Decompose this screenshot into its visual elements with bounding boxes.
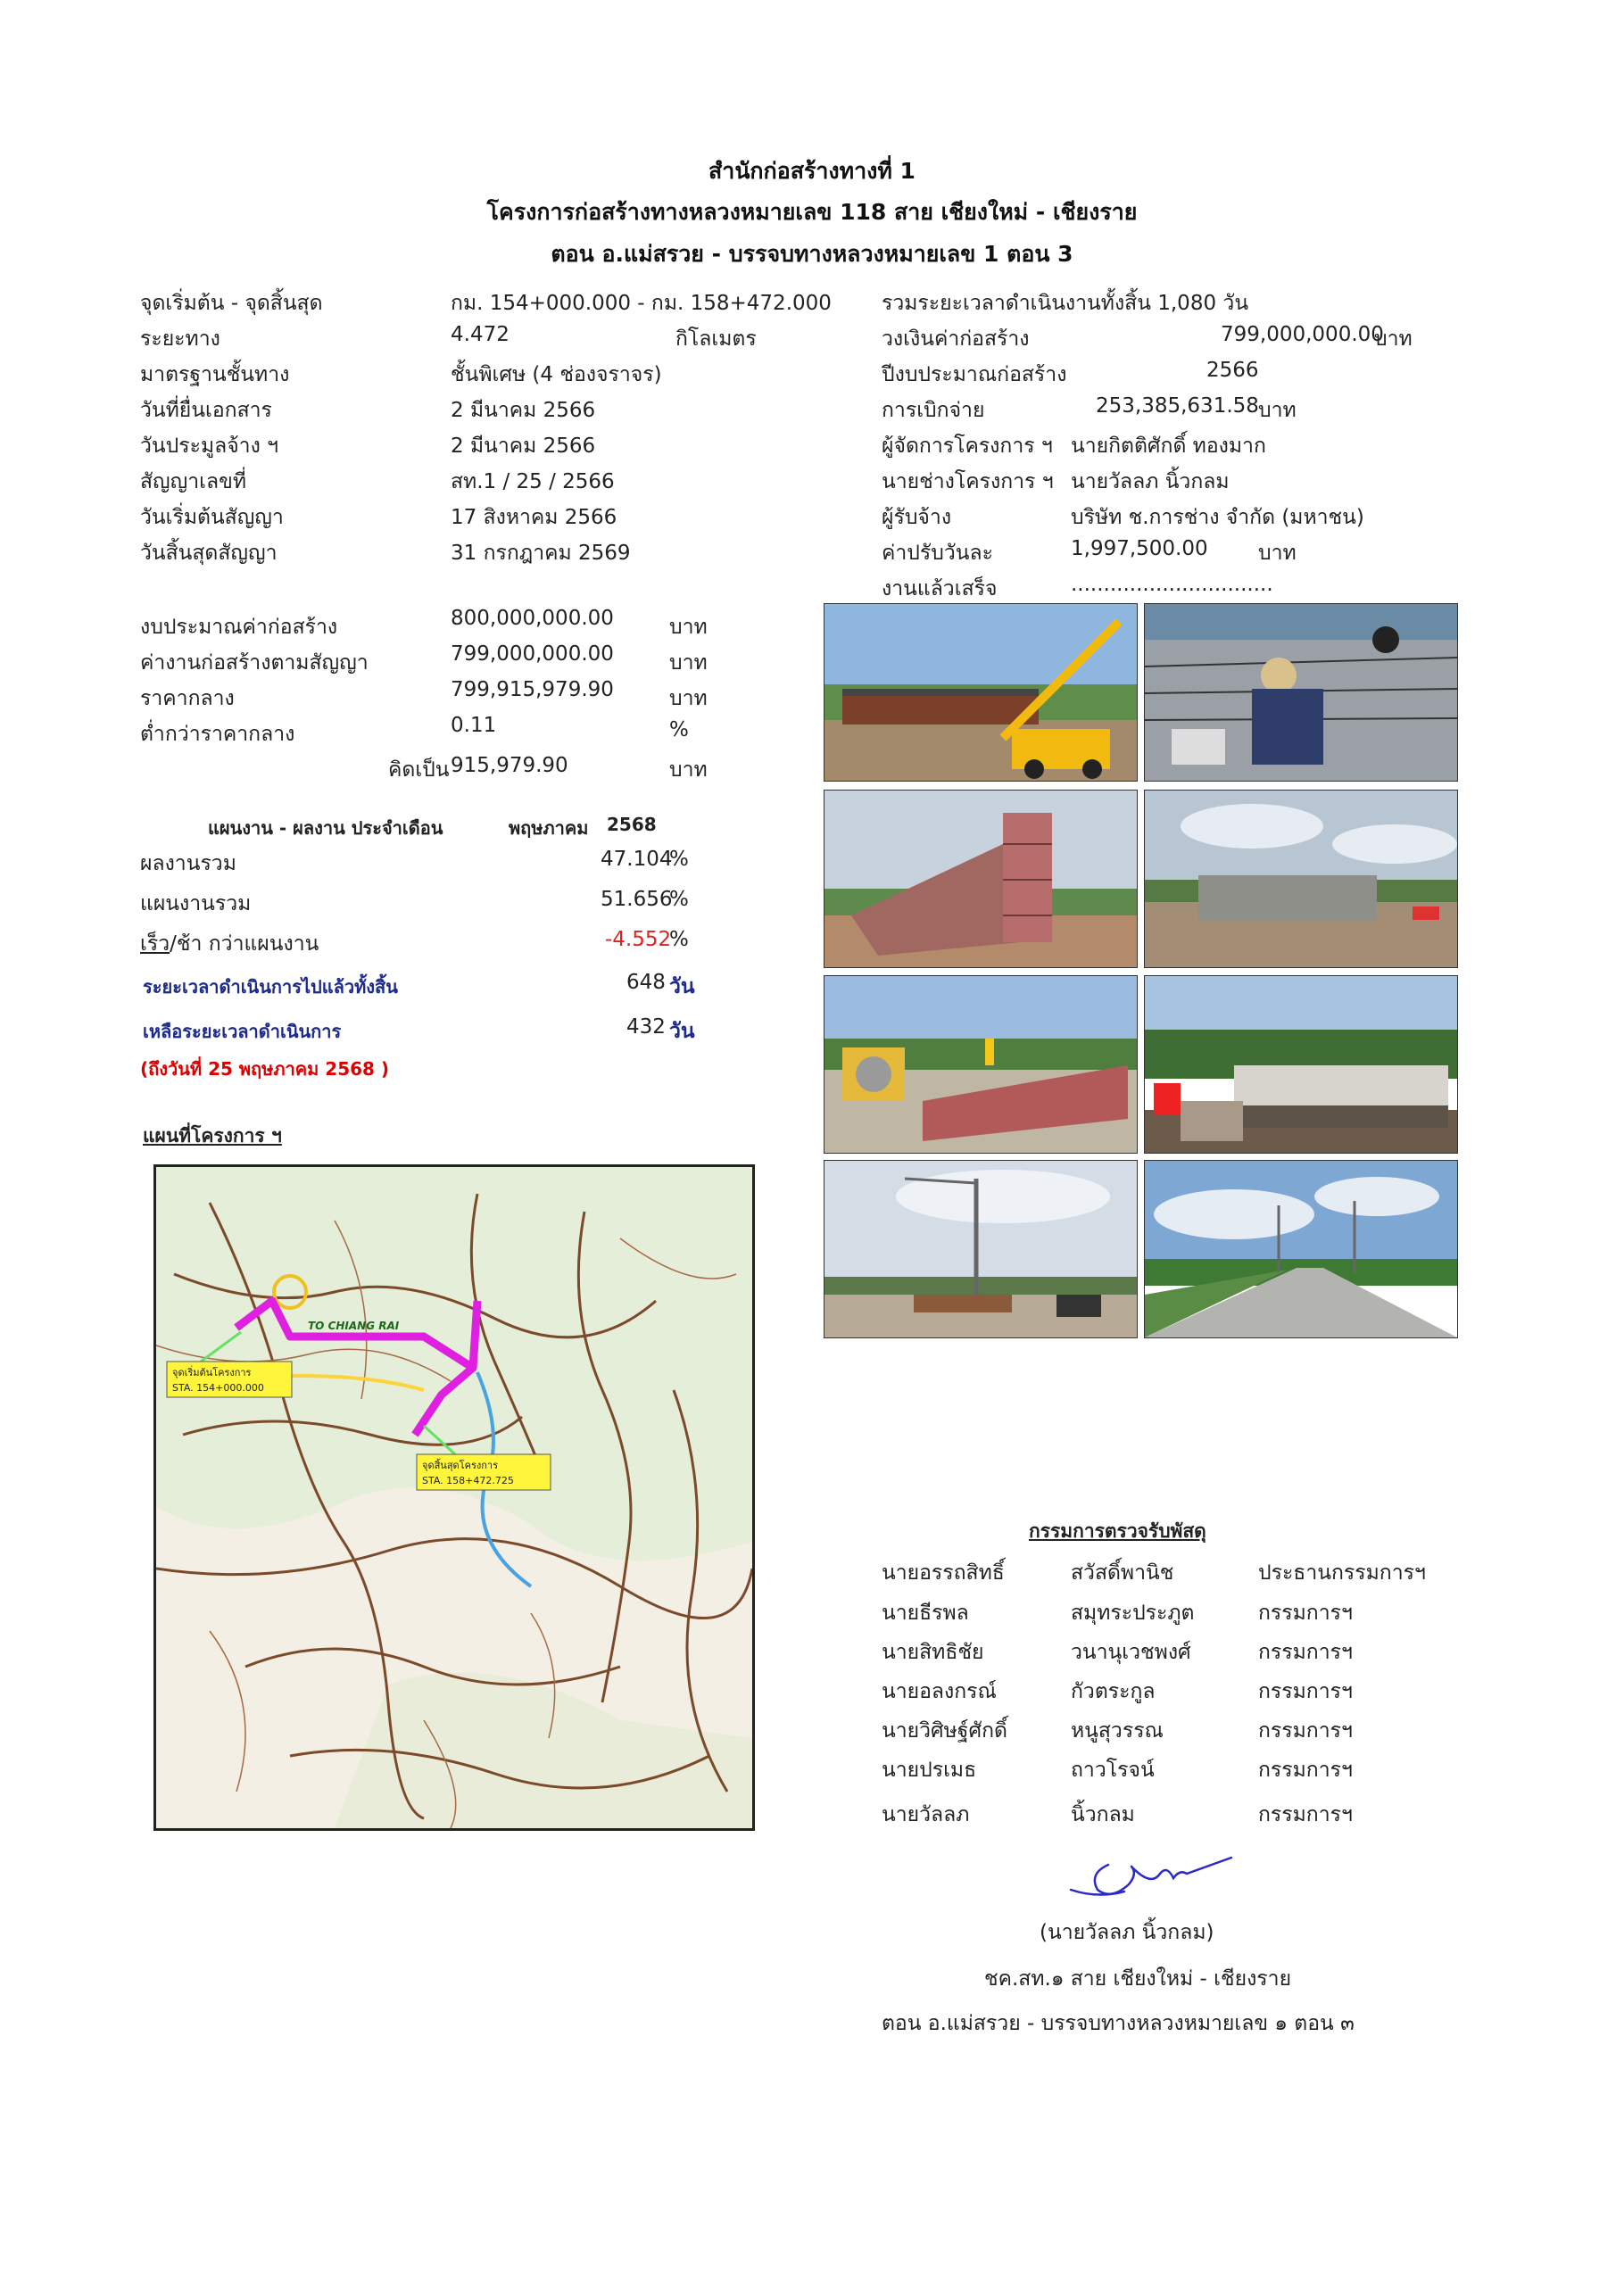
progress-label: ผลงานรวม (140, 852, 236, 875)
project-map (153, 1164, 755, 1831)
header-section: ตอน อ.แม่สรวย - บรรจบทางหลวงหมายเลข 1 ตอน 3 (551, 241, 1073, 267)
info-right-value: 2566 (1206, 359, 1259, 382)
photo-abutment-wall (1144, 790, 1458, 968)
photo-rebar-worker (1144, 603, 1458, 782)
map-start-sta: STA. 154+000.000 (172, 1382, 264, 1394)
member-last-name: วนานุเวชพงศ์ (1071, 1641, 1191, 1664)
signer-name: (นายวัลลภ นิ้วกลม) (1040, 1921, 1214, 1944)
map-graphic (156, 1167, 752, 1828)
member-first-name: นายธีรพล (882, 1602, 969, 1625)
budget-value: 0.11 (451, 714, 497, 737)
info-right-label: ผู้จัดการโครงการ ฯ (882, 435, 1053, 458)
info-right-label: ผู้รับจ้าง (882, 506, 952, 529)
info-left-label: ระยะทาง (140, 327, 220, 351)
budget-value: 799,000,000.00 (451, 642, 614, 666)
info-left-label: มาตรฐานชั้นทาง (140, 363, 290, 386)
as-of-date: (ถึงวันที่ 25 พฤษภาคม 2568 ) (140, 1058, 390, 1080)
budget-label: งบประมาณค่าก่อสร้าง (140, 616, 338, 639)
member-first-name: นายปรเมธ (882, 1759, 977, 1782)
signer-section: ตอน อ.แม่สรวย - บรรจบทางหลวงหมายเลข ๑ ตอน ๓ (882, 2012, 1355, 2035)
info-right-label: วงเงินค่าก่อสร้าง (882, 327, 1030, 351)
header-project: โครงการก่อสร้างทางหลวงหมายเลข 118 สาย เชียงใหม่ - เชียงราย (486, 199, 1138, 225)
budget-unit: บาท (669, 687, 708, 710)
committee-title: กรรมการตรวจรับพัสดุ (1029, 1520, 1206, 1542)
budget-value: 800,000,000.00 (451, 607, 614, 630)
info-left-label: วันที่ยื่นเอกสาร (140, 399, 272, 422)
progress-value: 51.656 (601, 888, 673, 911)
total-duration: รวมระยะเวลาดำเนินงานทั้งสิ้น 1,080 วัน (882, 292, 1249, 315)
member-last-name: กัวตระกูล (1071, 1680, 1156, 1703)
elapsed-label: ระยะเวลาดำเนินการไปแล้วทั้งสิ้น (143, 976, 398, 998)
member-first-name: นายอรรถสิทธิ์ (882, 1561, 1005, 1585)
info-left-value: สท.1 / 25 / 2566 (451, 470, 615, 493)
info-left-label: สัญญาเลขที่ (140, 470, 246, 493)
info-left-value: กม. 154+000.000 - กม. 158+472.000 (451, 292, 832, 315)
budget-label: ต่ำกว่าราคากลาง (140, 723, 295, 746)
info-right-value: นายกิตติศักดิ์ ทองมาก (1071, 435, 1266, 458)
handwritten-signature (1062, 1847, 1240, 1909)
map-start-label: จุดเริ่มต้นโครงการ (172, 1367, 252, 1378)
member-role: กรรมการฯ (1258, 1602, 1353, 1625)
info-right-label: ค่าปรับวันละ (882, 542, 993, 565)
signer-position: ชค.สท.๑ สาย เชียงใหม่ - เชียงราย (984, 1967, 1292, 1991)
member-role: กรรมการฯ (1258, 1641, 1353, 1664)
budget-value: 799,915,979.90 (451, 678, 614, 701)
photo-bridge-beam-crane (824, 603, 1138, 782)
progress-year: 2568 (607, 814, 657, 835)
info-left-value: 2 มีนาคม 2566 (451, 399, 596, 422)
member-role: ประธานกรรมการฯ (1258, 1561, 1426, 1585)
info-left-value: 31 กรกฎาคม 2569 (451, 542, 631, 565)
member-first-name: นายวัลลภ (882, 1803, 970, 1826)
remaining-label: เหลือระยะเวลาดำเนินการ (143, 1021, 342, 1042)
map-end-sta: STA. 158+472.725 (422, 1475, 514, 1486)
remaining-value: 432 (626, 1015, 666, 1039)
info-left-value: 2 มีนาคม 2566 (451, 435, 596, 458)
info-left-unit: กิโลเมตร (675, 327, 757, 351)
budget-label: ราคากลาง (140, 687, 235, 710)
photo-finished-road (1144, 1160, 1458, 1338)
to-chiang-rai-label: TO CHIANG RAI (308, 1320, 400, 1332)
slow-label: /ช้า กว่าแผนงาน (170, 932, 319, 956)
fast-label: เร็ว (140, 932, 170, 956)
member-role: กรรมการฯ (1258, 1680, 1353, 1703)
info-right-value: 253,385,631.58 (1096, 394, 1259, 418)
budget-label: ค่างานก่อสร้างตามสัญญา (140, 651, 369, 675)
member-first-name: นายวิศิษฐ์ศักดิ์ (882, 1719, 1007, 1743)
progress-unit: % (669, 928, 689, 951)
photo-street-light-install (824, 1160, 1138, 1338)
member-last-name: นิ้วกลม (1071, 1803, 1135, 1826)
member-first-name: นายสิทธิชัย (882, 1641, 984, 1664)
info-right-label: นายช่างโครงการ ฯ (882, 470, 1054, 493)
budget-unit: % (669, 718, 689, 741)
member-last-name: สวัสดิ์พานิช (1071, 1561, 1174, 1585)
member-last-name: ถาวโรจน์ (1071, 1759, 1155, 1782)
remaining-unit: วัน (669, 1020, 695, 1043)
progress-variance-value: -4.552 (605, 928, 672, 951)
member-role: กรรมการฯ (1258, 1719, 1353, 1743)
info-right-value: นายวัลลภ นิ้วกลม (1071, 470, 1230, 493)
elapsed-unit: วัน (669, 975, 695, 998)
map-heading: แผนที่โครงการ ฯ (143, 1125, 282, 1147)
budget-unit: บาท (669, 616, 708, 639)
info-right-value: 799,000,000.00 (1221, 323, 1384, 346)
photo-concrete-pour (824, 975, 1138, 1154)
progress-month: พฤษภาคม (509, 817, 589, 839)
progress-label-variance (140, 928, 319, 960)
elapsed-value: 648 (626, 971, 666, 994)
header-agency: สำนักก่อสร้างทางที่ 1 (708, 158, 916, 184)
progress-label: แผนงานรวม (140, 892, 252, 915)
info-right-label: งานแล้วเสร็จ (882, 577, 998, 600)
budget-unit: บาท (669, 651, 708, 675)
info-right-unit: บาท (1258, 399, 1297, 422)
info-left-label: วันสิ้นสุดสัญญา (140, 542, 278, 565)
info-left-value: ชั้นพิเศษ (4 ช่องจราจร) (451, 363, 662, 386)
info-left-label: จุดเริ่มต้น - จุดสิ้นสุด (140, 292, 323, 315)
info-right-value: ............................... (1071, 573, 1273, 596)
info-left-value: 4.472 (451, 323, 510, 346)
info-left-label: วันเริ่มต้นสัญญา (140, 506, 284, 529)
progress-title: แผนงาน - ผลงาน ประจำเดือน (208, 817, 443, 839)
member-role: กรรมการฯ (1258, 1759, 1353, 1782)
info-right-value: 1,997,500.00 (1071, 537, 1208, 560)
budget-equiv-label: คิดเป็น (388, 758, 450, 782)
info-right-unit: บาท (1374, 327, 1413, 351)
info-right-label: ปีงบประมาณก่อสร้าง (882, 363, 1067, 386)
map-end-label: จุดสิ้นสุดโครงการ (422, 1460, 498, 1471)
budget-equiv-value: 915,979.90 (451, 754, 568, 777)
info-left-value: 17 สิงหาคม 2566 (451, 506, 617, 529)
info-left-label: วันประมูลจ้าง ฯ (140, 435, 279, 458)
photo-formwork-wall (824, 790, 1138, 968)
info-right-value: บริษัท ช.การช่าง จำกัด (มหาชน) (1071, 506, 1364, 529)
progress-unit: % (669, 888, 689, 911)
progress-unit: % (669, 848, 689, 871)
progress-value: 47.104 (601, 848, 673, 871)
member-last-name: สมุทระประภูต (1071, 1602, 1195, 1625)
photo-completed-bridge (1144, 975, 1458, 1154)
member-role: กรรมการฯ (1258, 1803, 1353, 1826)
member-last-name: หนูสุวรรณ (1071, 1719, 1164, 1743)
member-first-name: นายอลงกรณ์ (882, 1680, 997, 1703)
info-right-label: การเบิกจ่าย (882, 399, 985, 422)
budget-equiv-unit: บาท (669, 758, 708, 782)
info-right-unit: บาท (1258, 542, 1297, 565)
